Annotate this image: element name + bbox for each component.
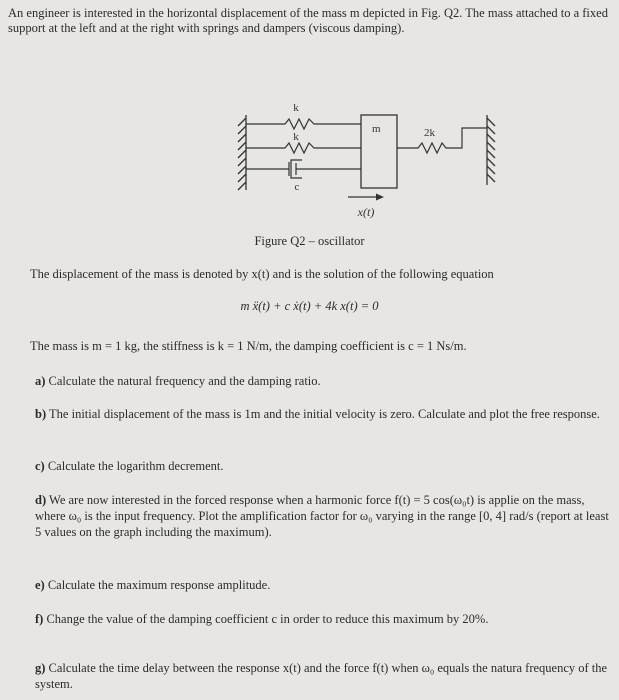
question-d: [35, 492, 615, 540]
question-label: f): [35, 612, 44, 626]
label-x-t: x(t): [357, 205, 375, 219]
label-k-top: k: [293, 102, 299, 114]
left-wall: [238, 115, 246, 190]
question-e: [35, 577, 615, 593]
question-label: g): [35, 661, 46, 675]
question-label: e): [35, 578, 45, 592]
label-2k: 2k: [424, 127, 435, 139]
question-c: [35, 458, 615, 474]
displacement-arrow: [348, 194, 384, 201]
label-k-middle: k: [293, 131, 299, 143]
label-c: c: [294, 181, 300, 193]
question-text: Calculate the maximum response amplitude.: [47, 578, 271, 592]
question-text: Calculate the natural frequency and the damping ratio.: [48, 374, 321, 388]
question-label: c): [35, 459, 45, 473]
question-label: a): [35, 374, 46, 388]
spring-k-top: [246, 119, 361, 129]
spring-2k: [397, 128, 487, 153]
damper-c: [246, 160, 361, 178]
label-m: m: [372, 123, 381, 135]
question-text: Change the value of the damping coefficient c in order to reduce this maximum by 20%.: [46, 612, 489, 626]
parameters-sentence: The mass is m = 1 kg, the stiffness is k = 1 N/m, the damping coefficient is c = 1 Ns/m.: [30, 339, 467, 353]
question-text: Calculate the time delay between the response x(t) and the force f(t) when ω₀ equals the natura frequency of the system.: [35, 661, 608, 691]
question-text: Calculate the logarithm decrement.: [47, 459, 224, 473]
question-a: [35, 373, 615, 389]
question-f: [35, 611, 615, 627]
question-label: d): [35, 493, 47, 507]
question-text: The initial displacement of the mass is 1m and the initial velocity is zero. Calculate and plot the free response.: [49, 407, 600, 421]
right-wall: [487, 115, 495, 185]
question-label: b): [35, 407, 47, 421]
displacement-sentence: The displacement of the mass is denoted by x(t) and is the solution of the following equation: [30, 267, 494, 281]
oscillator-diagram: [0, 0, 619, 240]
question-text: We are now interested in the forced response when a harmonic force f(t) = 5 cos(ω₀t) is applie on the mass, where ω₀ is the input frequency. Plot the amplification factor for ω₀ varying in the range [0, 4] rad/s (report at least 5 values on the graph including the maximum).: [35, 493, 609, 539]
spring-k-middle: [246, 143, 361, 153]
question-b: [35, 406, 615, 422]
problem-intro: An engineer is interested in the horizontal displacement of the mass m depicted in Fig. Q2. The mass attached to a fixed support at the left and at the right with springs and dampers (viscous damping).: [8, 6, 608, 35]
equation-of-motion: m ẍ(t) + c ẋ(t) + 4k x(t) = 0: [240, 299, 379, 313]
question-g: [35, 660, 615, 692]
figure-caption: Figure Q2 – oscillator: [254, 234, 365, 248]
